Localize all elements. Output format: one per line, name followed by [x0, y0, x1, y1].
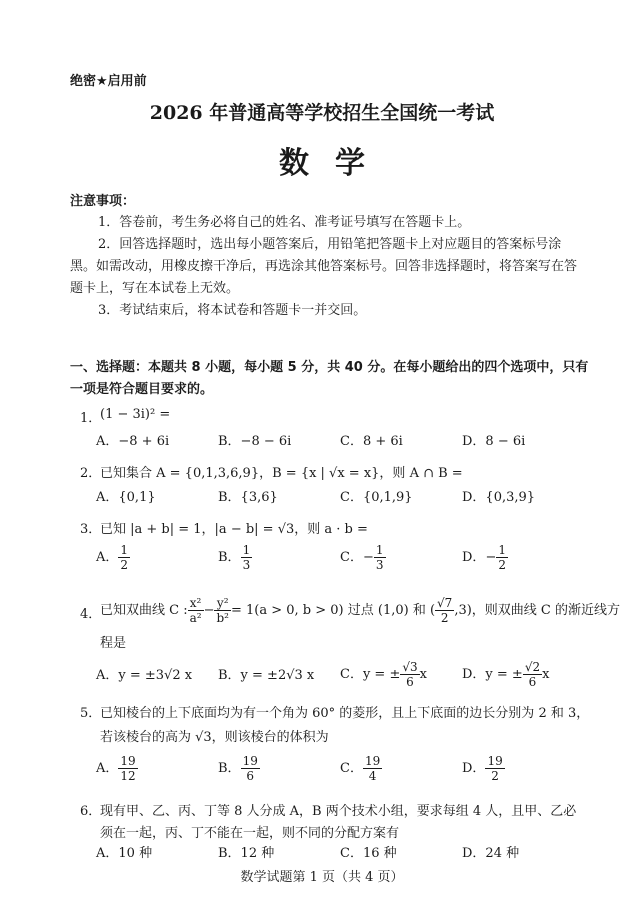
- question-4: [80, 596, 620, 656]
- option-label: A．: [96, 761, 119, 776]
- question-number: 2．: [80, 466, 102, 481]
- numerator: √7: [437, 596, 453, 610]
- question-stem: [100, 596, 620, 625]
- numerator: y²: [214, 596, 231, 611]
- question-stem: 现有甲、乙、丙、丁等 8 人分成 A，B 两个技术小组，要求每组 4 人，且甲、乙必: [100, 804, 577, 819]
- exam-title: 2026 年普通高等学校招生全国统一考试: [149, 102, 495, 124]
- denominator: 2: [120, 558, 129, 572]
- option-label: A．: [96, 550, 119, 565]
- question-stem: 已知 |a + b| = 1，|a − b| = √3，则 a · b =: [100, 522, 368, 537]
- denominator: 3: [375, 558, 384, 572]
- stem-part: = 1(a > 0, b > 0) 过点 (1,0) 和 (: [230, 603, 436, 618]
- question-3: [80, 518, 580, 538]
- fraction: [485, 754, 504, 783]
- option-label: D．: [462, 550, 486, 565]
- question-6: [80, 800, 590, 844]
- fraction: [374, 543, 386, 572]
- option-c[interactable]: C．8 + 6i: [340, 434, 403, 449]
- question-number: 3．: [80, 522, 102, 537]
- option-a[interactable]: A．−8 + 6i: [96, 434, 170, 449]
- option-a[interactable]: A．y = ±3√2 x: [96, 668, 193, 683]
- notes-heading: 注意事项：: [70, 194, 136, 209]
- option-label: C．: [340, 761, 363, 776]
- question-number: 6．: [80, 804, 102, 819]
- numerator: 1: [375, 543, 384, 557]
- option-d[interactable]: D．8 − 6i: [462, 434, 526, 449]
- stem-part: ,3)，则双曲线 C 的渐近线方: [454, 603, 620, 618]
- option-c[interactable]: [340, 660, 427, 689]
- option-a[interactable]: A．10 种: [96, 846, 153, 861]
- numerator: 19: [487, 754, 503, 768]
- fraction: [400, 660, 419, 689]
- note-item-2: 2．回答选择题时，选出每小题答案后，用铅笔把答题卡上对应题目的答案标号涂黑。如需改动，用橡皮擦干净后，再选涂其他答案标号。回答非选择题时，将答案写在答题卡上，写在本试卷上无效。: [70, 237, 578, 296]
- option-c[interactable]: [340, 543, 386, 572]
- fraction: [241, 543, 253, 572]
- option-sign: −: [362, 550, 374, 565]
- fraction: [118, 543, 130, 572]
- numerator: 19: [242, 754, 258, 768]
- denominator: 6: [406, 675, 414, 689]
- stem-part: 已知双曲线 C :: [100, 603, 188, 618]
- numerator: 1: [120, 543, 129, 557]
- fraction: [435, 596, 454, 625]
- option-d[interactable]: D．{0,3,9}: [462, 490, 536, 505]
- fraction: [118, 754, 137, 783]
- fraction: [523, 660, 542, 689]
- question-number: 5．: [80, 706, 102, 721]
- fraction: [363, 754, 382, 783]
- numerator: 19: [364, 754, 381, 768]
- option-label: C．: [340, 550, 363, 565]
- question-stem-cont: 若该棱台的高为 √3，则该棱台的体积为: [100, 730, 329, 745]
- fraction: [214, 596, 231, 625]
- fraction: [241, 754, 260, 783]
- option-d[interactable]: [462, 543, 508, 572]
- section-heading: 一、选择题：本题共 8 小题，每小题 5 分，共 40 分。在每小题给出的四个选项中，只有一项是符合题目要求的。: [70, 360, 589, 397]
- denominator: 2: [498, 558, 506, 572]
- option-label: B．: [218, 550, 241, 565]
- denominator: 2: [491, 769, 499, 783]
- option-tail: x: [419, 667, 427, 682]
- numerator: 19: [120, 754, 136, 768]
- question-number: 1．: [80, 411, 102, 426]
- option-c[interactable]: C．{0,1,9}: [340, 490, 413, 505]
- confidential-label: 绝密★启用前: [70, 74, 147, 89]
- option-b[interactable]: [218, 543, 252, 572]
- option-c[interactable]: [340, 754, 382, 783]
- fraction: [188, 596, 204, 625]
- option-b[interactable]: B．12 种: [218, 846, 275, 861]
- option-b[interactable]: B．{3,6}: [218, 490, 278, 505]
- question-stem-cont: 须在一起，丙、丁不能在一起，则不同的分配方案有: [100, 826, 400, 841]
- page-footer: 数学试题第 1 页（共 4 页）: [240, 870, 404, 885]
- question-stem-cont: 程是: [100, 636, 127, 651]
- option-label: D．: [462, 761, 486, 776]
- question-number: 4．: [80, 607, 102, 622]
- numerator: 1: [242, 543, 251, 557]
- option-a[interactable]: [96, 543, 130, 572]
- note-item-3: 3．考试结束后，将本试卷和答题卡一并交回。: [98, 303, 367, 318]
- subject-title: 数学: [279, 146, 391, 181]
- option-b[interactable]: [218, 754, 260, 783]
- option-label: D．y = ±: [462, 667, 523, 682]
- fraction: [496, 543, 508, 572]
- denominator: 12: [120, 769, 136, 783]
- denominator: a²: [189, 611, 202, 625]
- question-stem: 已知集合 A = {0,1,3,6,9}，B = {x | √x = x}，则 A ∩ B =: [100, 466, 463, 481]
- question-5: [80, 702, 590, 746]
- denominator: 6: [528, 675, 537, 689]
- numerator: 1: [498, 543, 506, 557]
- option-sign: −: [485, 550, 497, 565]
- numerator: √2: [524, 660, 541, 674]
- question-stem: (1 − 3i)² =: [100, 407, 171, 422]
- denominator: 2: [440, 611, 449, 625]
- numerator: x²: [188, 596, 204, 611]
- option-a[interactable]: A．{0,1}: [96, 490, 156, 505]
- denominator: b²: [216, 611, 229, 625]
- denominator: 4: [368, 769, 377, 783]
- numerator: √3: [402, 660, 418, 674]
- question-2: [80, 462, 580, 482]
- option-b[interactable]: B．−8 − 6i: [218, 434, 292, 449]
- option-tail: x: [542, 667, 550, 682]
- option-d[interactable]: [462, 754, 505, 783]
- minus-sign: −: [203, 603, 215, 618]
- option-label: C．y = ±: [340, 667, 401, 682]
- option-d[interactable]: [462, 660, 549, 689]
- option-label: B．: [218, 761, 241, 776]
- denominator: 6: [246, 769, 255, 783]
- denominator: 3: [242, 558, 251, 572]
- question-stem: 已知棱台的上下底面均为有一个角为 60° 的菱形，且上下底面的边长分别为 2 和 3，: [100, 706, 590, 721]
- note-item-1: 1．答卷前，考生务必将自己的姓名、准考证号填写在答题卡上。: [98, 215, 471, 230]
- option-b[interactable]: B．y = ±2√3 x: [218, 668, 315, 683]
- option-d[interactable]: D．24 种: [462, 846, 520, 861]
- option-c[interactable]: C．16 种: [340, 846, 397, 861]
- option-a[interactable]: [96, 754, 138, 783]
